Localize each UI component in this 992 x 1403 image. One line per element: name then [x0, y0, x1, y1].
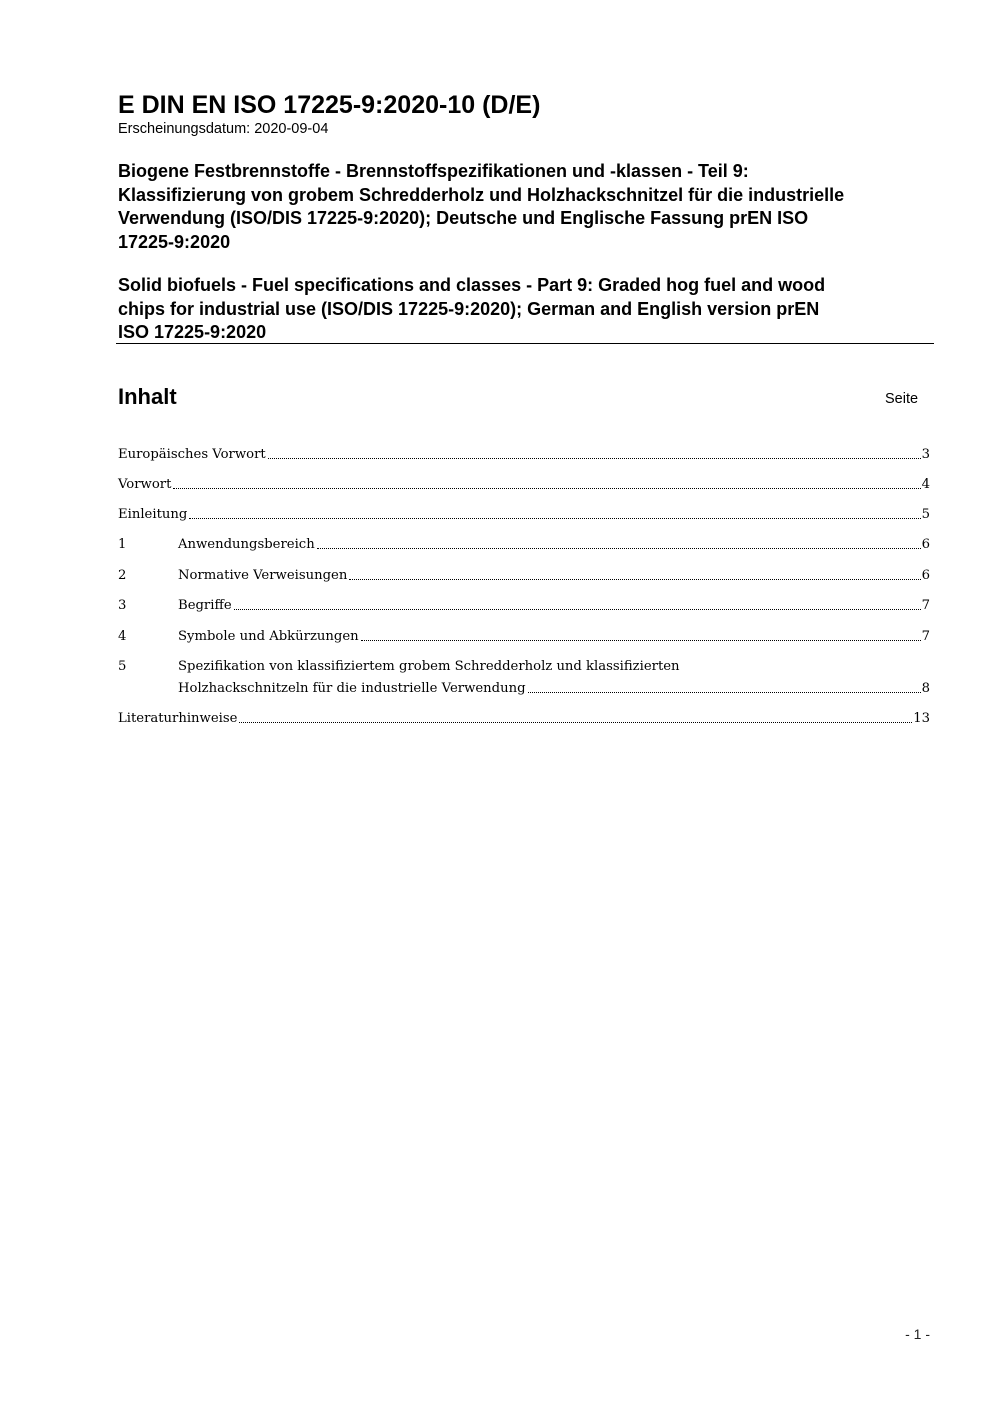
toc-entry-spezifikation[interactable] — [118, 652, 930, 696]
toc-entry-number: 2 — [118, 568, 127, 583]
german-title — [118, 160, 934, 254]
toc-entry-page: 8 — [921, 681, 930, 696]
toc-entry-page: 7 — [921, 629, 930, 644]
toc-entry-title: Vorwort — [118, 477, 172, 492]
toc-leader-dots — [173, 487, 920, 489]
toc-entry-title: Anwendungsbereich — [178, 537, 315, 552]
toc-entry-normative-verweisungen[interactable] — [118, 561, 930, 583]
toc-entry-page: 4 — [921, 477, 930, 492]
toc-leader-dots — [234, 608, 921, 610]
toc-entry-symbole-und-abkuerzungen[interactable] — [118, 622, 930, 644]
english-title-line: ISO 17225-9:2020 — [118, 322, 267, 342]
toc-leader-dots — [268, 457, 921, 459]
toc-entry-title: Spezifikation von klassifiziertem grobem Schredderholz und klassifizierten — [178, 659, 680, 674]
toc-entry-title: Symbole und Abkürzungen — [178, 629, 359, 644]
toc-leader-dots — [189, 517, 920, 519]
toc-heading: Inhalt — [118, 384, 177, 409]
toc-entry-anwendungsbereich[interactable] — [118, 530, 930, 552]
document-id: E DIN EN ISO 17225-9:2020-10 (D/E) — [118, 91, 541, 119]
toc-entry-title: Normative Verweisungen — [178, 568, 348, 583]
english-title-line: chips for industrial use (ISO/DIS 17225-9:2020); German and English version prEN — [118, 298, 820, 319]
title-divider — [116, 343, 934, 344]
toc-entry-title: Holzhackschnitzeln für die industrielle Verwendung — [178, 681, 526, 696]
toc-entry-einleitung[interactable] — [118, 500, 930, 522]
english-title-line: Solid biofuels - Fuel specifications and classes - Part 9: Graded hog fuel and wood — [118, 275, 826, 295]
document-header — [118, 90, 934, 138]
toc-entry-number: 3 — [118, 598, 127, 613]
toc-leader-dots — [349, 578, 920, 580]
german-title-line: Verwendung (ISO/DIS 17225-9:2020); Deutsche und Englische Fassung prEN ISO — [118, 208, 809, 228]
toc-entry-page: 13 — [913, 711, 930, 726]
german-title-line: Klassifizierung von grobem Schredderholz und Holzhackschnitzel für die industrielle — [118, 184, 845, 205]
toc-entry-page: 6 — [921, 537, 930, 552]
toc-entry-begriffe[interactable] — [118, 591, 930, 613]
toc-entry-number: 1 — [118, 537, 127, 552]
toc-entry-literaturhinweise[interactable] — [118, 704, 930, 726]
toc-entry-page: 3 — [921, 447, 930, 462]
page-number: - 1 - — [905, 1326, 930, 1342]
toc-leader-dots — [317, 547, 921, 549]
toc-entry-title: Einleitung — [118, 507, 188, 522]
toc-entry-page: 7 — [921, 598, 930, 613]
publication-date: Erscheinungsdatum: 2020-09-04 — [118, 121, 329, 137]
toc-entry-title: Literaturhinweise — [118, 711, 238, 726]
toc-entry-europaeisches-vorwort[interactable] — [118, 440, 930, 462]
german-title-line: Biogene Festbrennstoffe - Brennstoffspezifikationen und -klassen - Teil 9: — [118, 161, 749, 181]
toc-leader-dots — [361, 639, 921, 641]
toc-leader-dots — [239, 721, 912, 723]
toc-entry-page: 6 — [921, 568, 930, 583]
toc-entry-number: 4 — [118, 629, 127, 644]
toc-entry-title: Europäisches Vorwort — [118, 447, 266, 462]
toc-leader-dots — [528, 691, 921, 693]
toc-entry-number: 5 — [118, 659, 127, 674]
toc-entry-line — [118, 674, 930, 696]
toc-entry-vorwort[interactable] — [118, 470, 930, 492]
toc-entry-page: 5 — [921, 507, 930, 522]
german-title-line: 17225-9:2020 — [118, 231, 231, 252]
toc-page-label: Seite — [885, 391, 919, 407]
toc-entry-line — [118, 652, 930, 674]
english-title — [118, 274, 918, 345]
toc-entry-title: Begriffe — [178, 598, 232, 613]
